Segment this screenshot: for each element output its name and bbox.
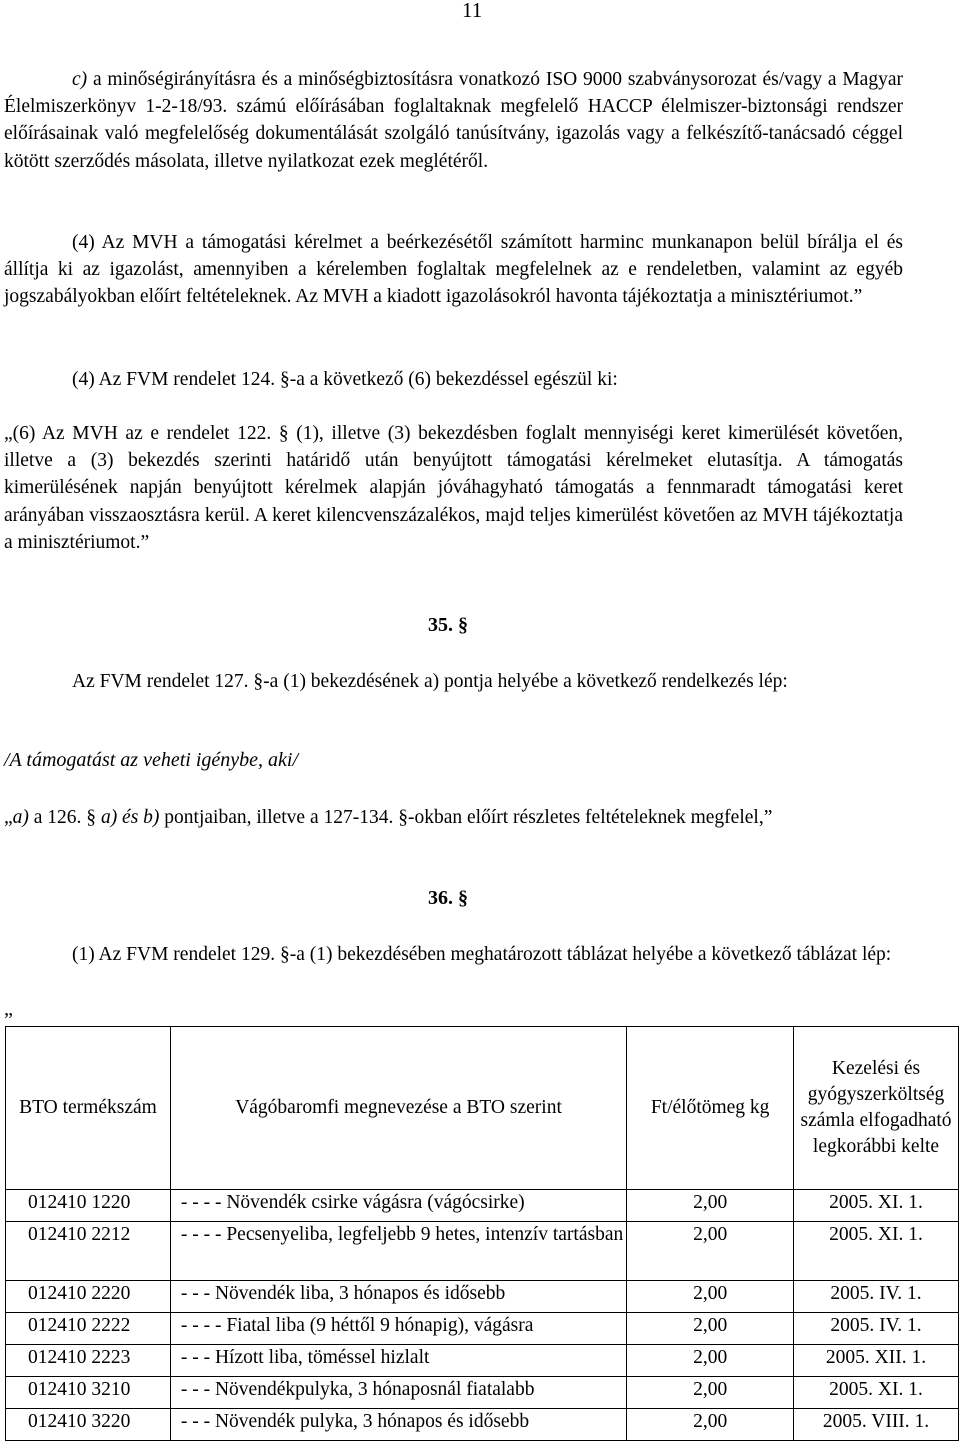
cell-code: 012410 2222 bbox=[6, 1313, 171, 1345]
cell-date: 2005. XI. 1. bbox=[794, 1190, 959, 1222]
cell-date: 2005. XII. 1. bbox=[794, 1345, 959, 1377]
cell-price: 2,00 bbox=[627, 1190, 794, 1222]
bto-table bbox=[5, 1026, 959, 1441]
table-row bbox=[6, 1377, 959, 1409]
point-label: c) bbox=[72, 69, 88, 90]
amendment-127: Az FVM rendelet 127. §-a (1) bekezdésének a) pontja helyébe a következő rendelkezés lép: bbox=[72, 671, 788, 692]
cell-code: 012410 2212 bbox=[6, 1222, 171, 1281]
amendment-124: (4) Az FVM rendelet 124. §-a a következő (6) bekezdéssel egészül ki: bbox=[72, 369, 618, 390]
cell-date: 2005. IV. 1. bbox=[794, 1313, 959, 1345]
table-header-row bbox=[6, 1027, 959, 1190]
cell-price: 2,00 bbox=[627, 1222, 794, 1281]
cell-name: - - - Növendék pulyka, 3 hónapos és idősebb bbox=[170, 1409, 626, 1441]
header-name: Vágóbaromfi megnevezése a BTO szerint bbox=[170, 1027, 626, 1190]
point-a-text-1: a 126. § bbox=[28, 807, 101, 828]
cell-name: - - - Növendék liba, 3 hónapos és idősebb bbox=[170, 1281, 626, 1313]
table-row bbox=[6, 1313, 959, 1345]
point-a-paragraph bbox=[4, 804, 903, 831]
cell-code: 012410 3210 bbox=[6, 1377, 171, 1409]
cell-price: 2,00 bbox=[627, 1313, 794, 1345]
cell-code: 012410 1220 bbox=[6, 1190, 171, 1222]
cell-date: 2005. XI. 1. bbox=[794, 1377, 959, 1409]
paragraph-4: (4) Az MVH a támogatási kérelmet a beérkezésétől számított harminc munkanapon belül bírálja el és állítja ki az igazolást, amennyiben a kérelemben foglaltak megfelelnek az e rendeletben, valamint az egyéb jogszabályokban előírt feltételeknek. Az MVH a kiadott igazolásokról havonta tájékoztatja a minisztériumot.” bbox=[4, 232, 903, 308]
paragraph-6: „(6) Az MVH az e rendelet 122. § (1), illetve (3) bekezdésben foglalt mennyiségi keret kimerülését követően, illetve a (3) bekezdés szerinti határidő után benyújtott támogatási kérelmeket elutasítja. A támogatás kimerülésének napján benyújtott kérelmek alapján jóváhagyható támogatás a fennmaradt támogatási keret arányában visszaosztásra kerül. A keret kilencvenszázalékos, majd teljes kimerülést követően az MVH tájékoztatja a minisztériumot.” bbox=[4, 423, 903, 553]
header-bto: BTO termékszám bbox=[6, 1027, 171, 1190]
paragraph-c bbox=[4, 66, 903, 175]
section-heading-36: 36. § bbox=[428, 887, 468, 909]
cell-name: - - - - Növendék csirke vágásra (vágócsirke) bbox=[170, 1190, 626, 1222]
cell-name: - - - - Pecsenyeliba, legfeljebb 9 hetes, intenzív tartásban bbox=[170, 1222, 626, 1281]
cell-code: 012410 2223 bbox=[6, 1345, 171, 1377]
table-row bbox=[6, 1281, 959, 1313]
cell-code: 012410 3220 bbox=[6, 1409, 171, 1441]
open-quote: „ bbox=[4, 807, 13, 828]
header-date: Kezelési és gyógyszerköltség számla elfogadható legkorábbi kelte bbox=[794, 1027, 959, 1190]
cell-name: - - - Hízott liba, töméssel hizlalt bbox=[170, 1345, 626, 1377]
cell-date: 2005. VIII. 1. bbox=[794, 1409, 959, 1441]
cell-date: 2005. XI. 1. bbox=[794, 1222, 959, 1281]
point-a-text-2: pontjaiban, illetve a 127-134. §-okban előírt részletes feltételeknek megfelel,” bbox=[159, 807, 773, 828]
table-open-quote: „ bbox=[4, 998, 13, 1020]
cell-price: 2,00 bbox=[627, 1377, 794, 1409]
table-row bbox=[6, 1222, 959, 1281]
table-row bbox=[6, 1409, 959, 1441]
table-row bbox=[6, 1345, 959, 1377]
table-row bbox=[6, 1190, 959, 1222]
section-heading-35: 35. § bbox=[428, 614, 468, 636]
header-price: Ft/élőtömeg kg bbox=[627, 1027, 794, 1190]
cell-price: 2,00 bbox=[627, 1281, 794, 1313]
cell-price: 2,00 bbox=[627, 1345, 794, 1377]
cell-name: - - - - Fiatal liba (9 héttől 9 hónapig), vágásra bbox=[170, 1313, 626, 1345]
point-ab-label: a) és b) bbox=[100, 807, 160, 828]
paragraph-c-text: a minőségirányításra és a minőségbiztosításra vonatkozó ISO 9000 szabványsorozat és/vagy a Magyar Élelmiszerkönyv 1-2-18/93. számú előírásában foglaltaknak megfelelő HACCP élelmiszer-biztonsági rendszer előírásainak való megfelelőség dokumentálását szolgáló tanúsítvány, igazolás vagy a felkészítő-tanácsadó céggel kötött szerződés másolata, illetve nyilatkozat ezek meglétéről. bbox=[4, 69, 903, 172]
cell-name: - - - Növendékpulyka, 3 hónaposnál fiatalabb bbox=[170, 1377, 626, 1409]
amendment-129: (1) Az FVM rendelet 129. §-a (1) bekezdésében meghatározott táblázat helyébe a következő táblázat lép: bbox=[72, 944, 892, 965]
cell-code: 012410 2220 bbox=[6, 1281, 171, 1313]
point-a-label: a) bbox=[12, 807, 29, 828]
page-number: 11 bbox=[462, 0, 483, 22]
italic-quote-text: /A támogatást az veheti igénybe, aki/ bbox=[4, 749, 299, 771]
cell-price: 2,00 bbox=[627, 1409, 794, 1441]
cell-date: 2005. IV. 1. bbox=[794, 1281, 959, 1313]
italic-quote bbox=[4, 749, 298, 772]
